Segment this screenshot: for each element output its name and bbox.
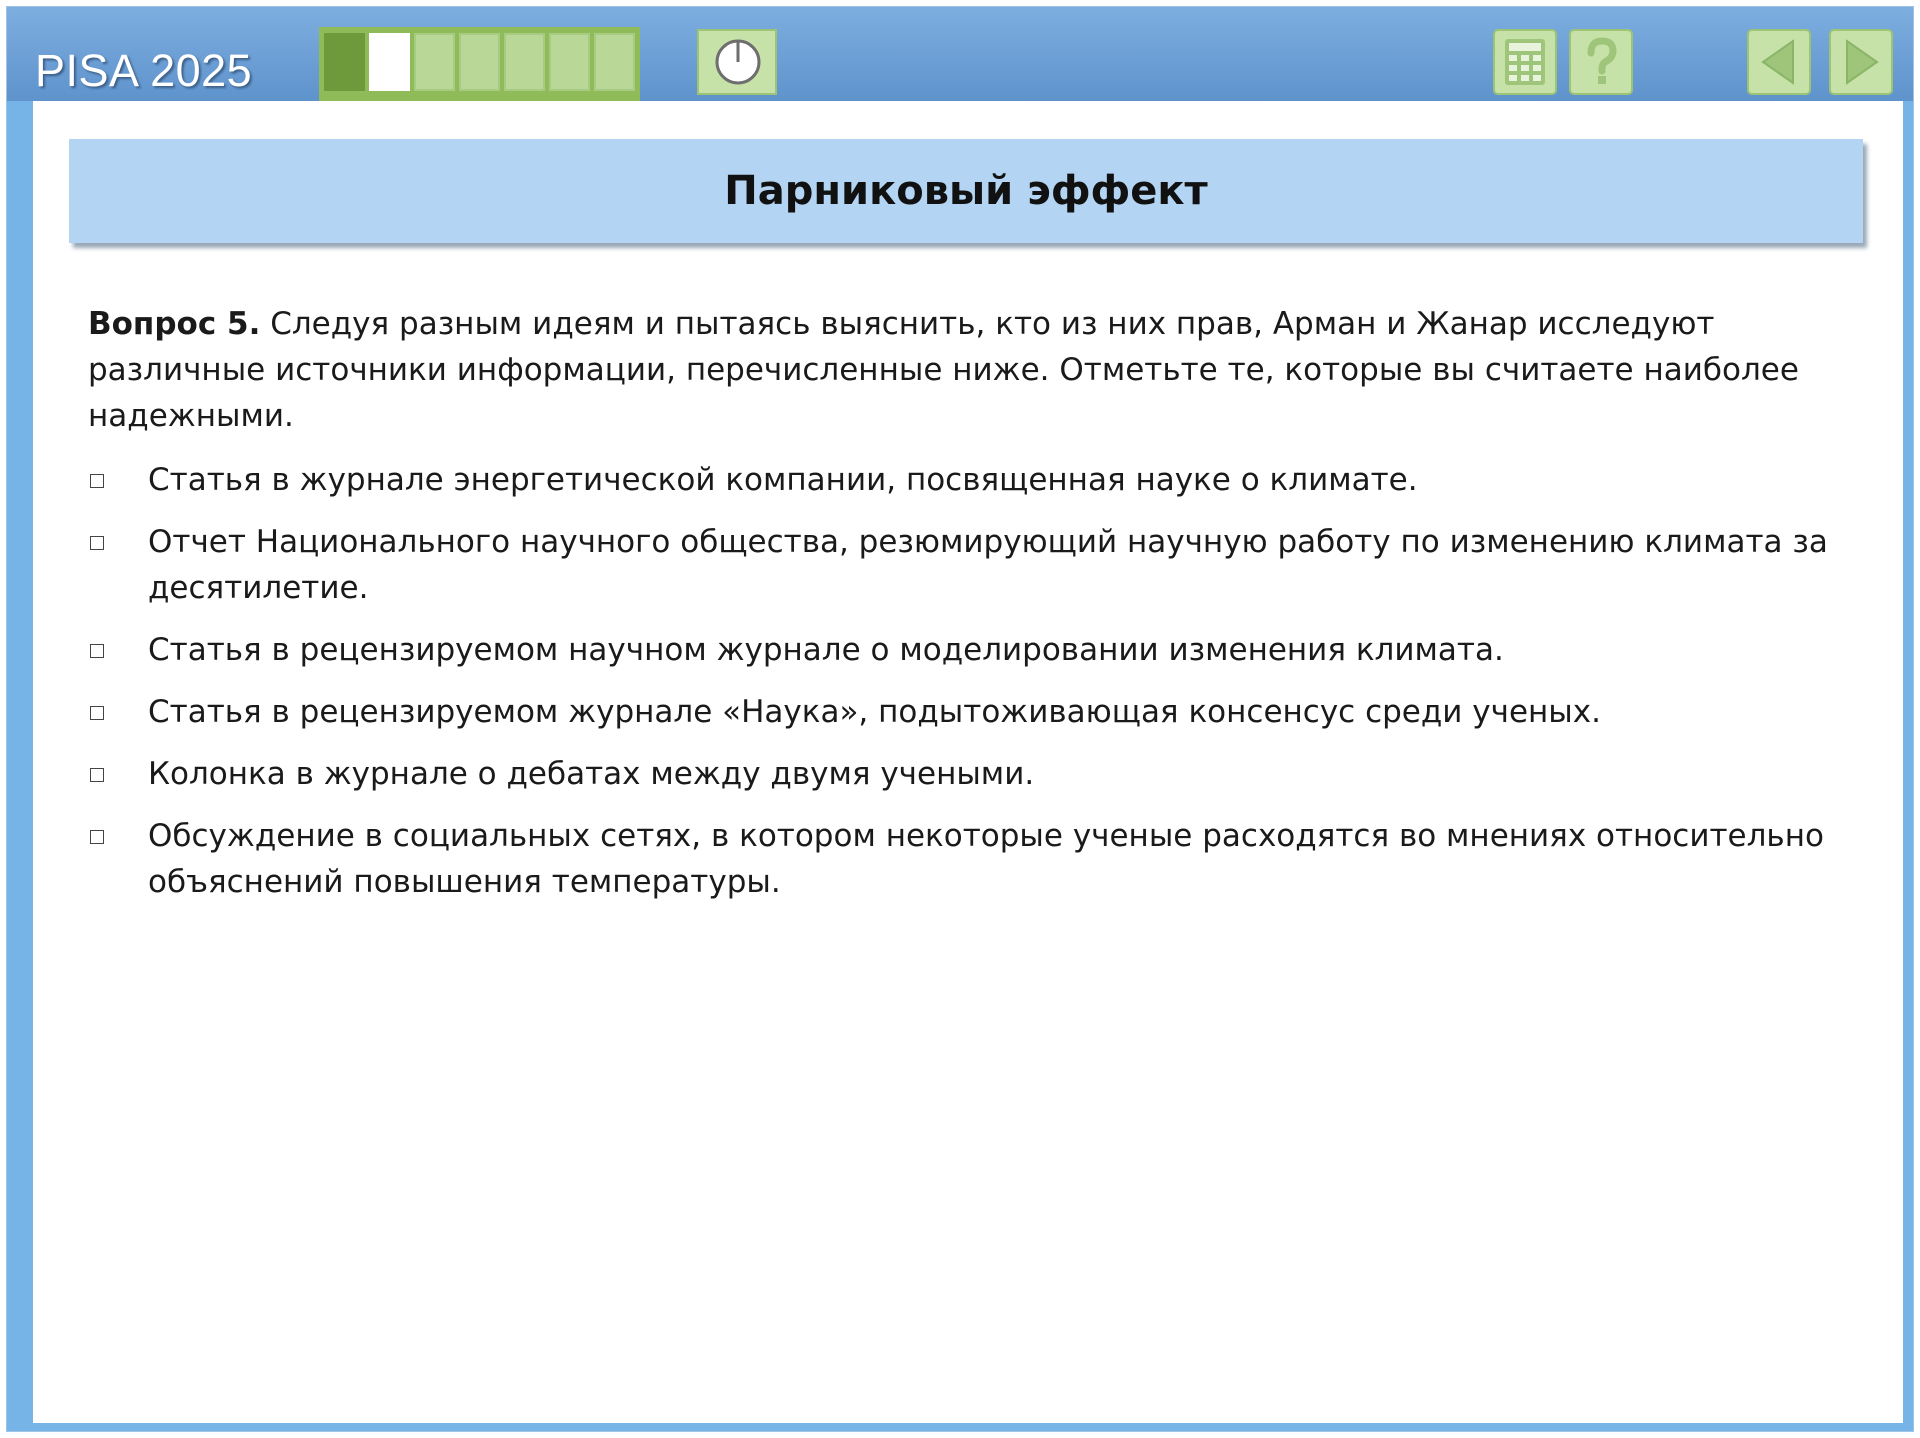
progress-bar (319, 27, 640, 103)
option-label: Отчет Национального научного общества, резюмирующий научную работу по изменению климата за десятилетие. (148, 524, 1828, 606)
progress-segment (414, 33, 455, 91)
progress-segment (549, 33, 590, 91)
checkbox[interactable] (90, 830, 104, 844)
progress-segment (594, 33, 635, 91)
checkbox[interactable] (90, 536, 104, 550)
option-label: Статья в рецензируемом научном журнале о моделировании изменения климата. (148, 632, 1504, 668)
options-list (88, 457, 1868, 921)
calculator-icon (1495, 31, 1555, 93)
forward-arrow-icon (1831, 31, 1891, 93)
option-3[interactable] (88, 627, 1868, 673)
option-label: Обсуждение в социальных сетях, в котором некоторые ученые расходятся во мнениях относительно объяснений повышения температуры. (148, 818, 1824, 900)
back-button[interactable] (1747, 29, 1811, 95)
back-arrow-icon (1749, 31, 1809, 93)
help-icon (1571, 31, 1631, 93)
brand-logo: PISA 2025 (35, 45, 253, 96)
progress-segment (459, 33, 500, 91)
unit-title: Парниковый эффект (724, 168, 1208, 214)
top-toolbar (7, 7, 1913, 101)
option-label: Статья в рецензируемом журнале «Наука», подытоживающая консенсус среди ученых. (148, 694, 1601, 730)
question-number: Вопрос 5. (88, 306, 261, 342)
timer-icon (697, 29, 777, 95)
option-label: Колонка в журнале о дебатах между двумя учеными. (148, 756, 1035, 792)
checkbox[interactable] (90, 644, 104, 658)
option-2[interactable] (88, 519, 1868, 611)
question-prompt: Следуя разным идеям и пытаясь выяснить, кто из них прав, Арман и Жанар исследуют различные источники информации, перечисленные ниже. Отметьте те, которые вы считаете наиболее надежными. (88, 306, 1799, 434)
progress-segment (324, 33, 365, 91)
unit-title-band (69, 139, 1863, 243)
checkbox[interactable] (90, 768, 104, 782)
option-5[interactable] (88, 751, 1868, 797)
question-panel (33, 101, 1903, 1423)
question-text (88, 301, 1868, 439)
forward-button[interactable] (1829, 29, 1893, 95)
option-label: Статья в журнале энергетической компании, посвященная науке о климате. (148, 462, 1418, 498)
checkbox[interactable] (90, 474, 104, 488)
app-frame (6, 6, 1914, 1432)
calculator-button[interactable] (1493, 29, 1557, 95)
progress-segment-current (369, 33, 410, 91)
option-4[interactable] (88, 689, 1868, 735)
help-button[interactable] (1569, 29, 1633, 95)
option-1[interactable] (88, 457, 1868, 503)
option-6[interactable] (88, 813, 1868, 905)
checkbox[interactable] (90, 706, 104, 720)
progress-segment (504, 33, 545, 91)
